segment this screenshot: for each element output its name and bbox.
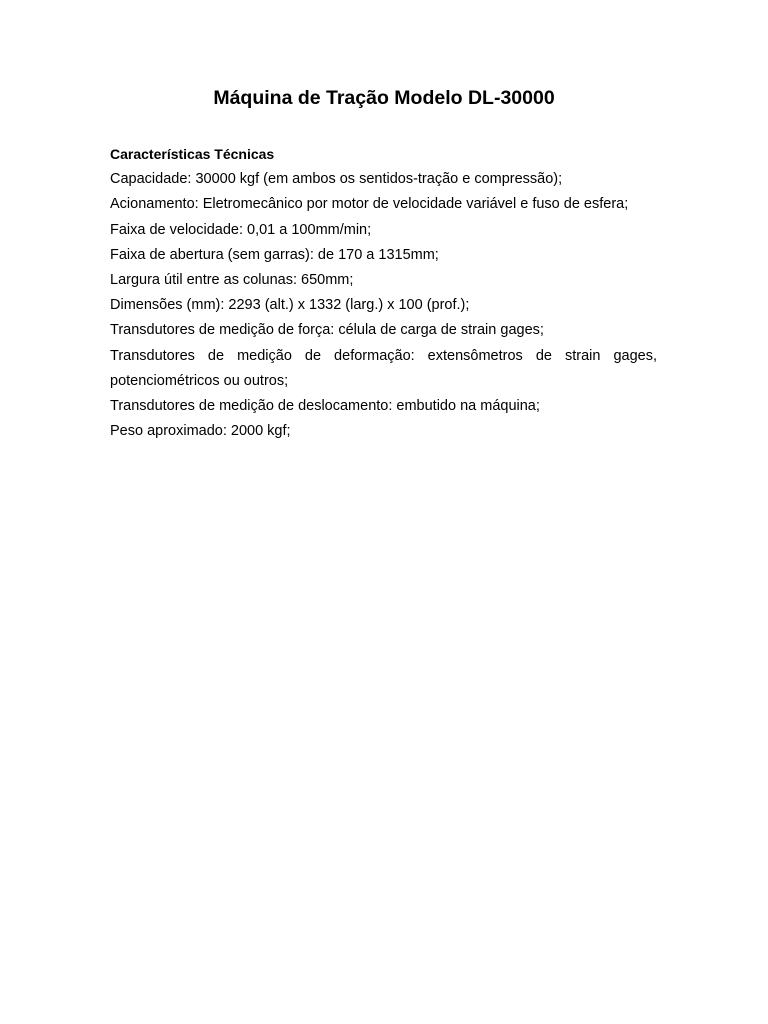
spec-item-column-width: Largura útil entre as colunas: 650mm; (110, 272, 354, 289)
document-title: Máquina de Tração Modelo DL-30000 (213, 87, 555, 109)
spec-item-force-transducers: Transdutores de medição de força: célula de carga de strain gages; (110, 322, 544, 339)
spec-item-drive: Acionamento: Eletromecânico por motor de velocidade variável e fuso de esfera; (110, 196, 629, 213)
spec-item-displacement-transducers: Transdutores de medição de deslocamento: embutido na máquina; (110, 398, 540, 415)
spec-item-opening-range: Faixa de abertura (sem garras): de 170 a 1315mm; (110, 246, 439, 263)
spec-item-capacity: Capacidade: 30000 kgf (em ambos os sentidos-tração e compressão); (110, 171, 563, 188)
spec-item-deformation-transducers: Transdutores de medição de deformação: extensômetros de strain gages, potenciométricos ou outros; (110, 347, 657, 389)
spec-item-speed-range: Faixa de velocidade: 0,01 a 100mm/min; (110, 221, 372, 238)
spec-item-dimensions: Dimensões (mm): 2293 (alt.) x 1332 (larg.) x 100 (prof.); (110, 297, 470, 314)
document-body (110, 142, 657, 444)
spec-list (110, 167, 657, 444)
section-heading: Características Técnicas (110, 146, 275, 162)
spec-item-weight: Peso aproximado: 2000 kgf; (110, 423, 291, 440)
